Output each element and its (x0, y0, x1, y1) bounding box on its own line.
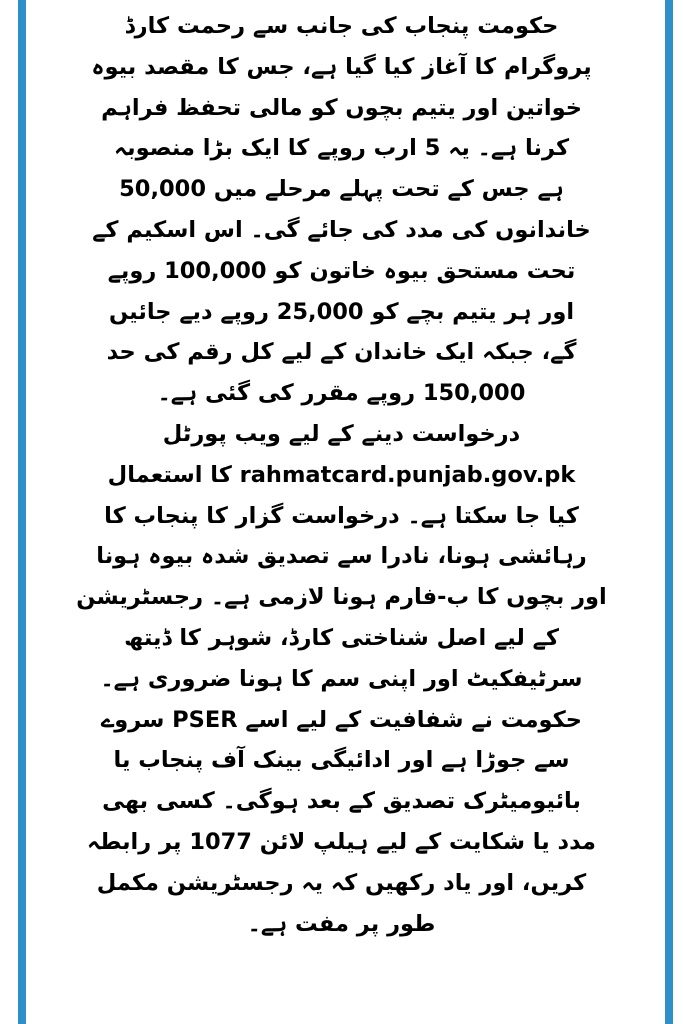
article-line-19: سے جوڑا ہے اور ادائیگی بینک آف پنجاب یا (113, 747, 570, 774)
article-line-3: خواتین اور یتیم بچوں کو مالی تحفظ فراہم (101, 94, 582, 121)
article-line-16: کے لیے اصل شناختی کارڈ، شوہر کا ڈیتھ (124, 624, 559, 651)
article-line-17: سرٹیفکیٹ اور اپنی سم کا ہونا ضروری ہے۔ (100, 665, 583, 692)
article-line-5: ہے جس کے تحت پہلے مرحلے میں 50,000 (119, 176, 564, 203)
article-line-13: کیا جا سکتا ہے۔ درخواست گزار کا پنجاب کا (104, 502, 579, 529)
article-line-11: درخواست دینے کے لیے ویب پورٹل (162, 420, 521, 447)
article-line-23: طور پر مفت ہے۔ (247, 910, 436, 937)
article-line-14: رہائشی ہونا، نادرا سے تصدیق شدہ بیوہ ہونا (96, 543, 587, 570)
article-line-8: اور ہر یتیم بچے کو 25,000 روپے دیے جائیں (108, 298, 575, 325)
article-line-18: حکومت نے شفافیت کے لیے اسے PSER سروے (101, 706, 582, 733)
article-line-12: rahmatcard.punjab.gov.pk کا استعمال (107, 461, 576, 488)
article-line-4: کرنا ہے۔ یہ 5 ارب روپے کا ایک بڑا منصوبہ (113, 135, 570, 162)
article-line-20: بائیومیٹرک تصدیق کے بعد ہوگی۔ کسی بھی (102, 788, 581, 815)
article-line-10: 150,000 روپے مقرر کی گئی ہے۔ (157, 380, 526, 407)
article-line-9: گے، جبکہ ایک خاندان کے لیے کل رقم کی حد (106, 339, 577, 366)
article-line-6: خاندانوں کی مدد کی جائے گی۔ اس اسکیم کے (92, 216, 591, 243)
article-line-2: پروگرام کا آغاز کیا گیا ہے، جس کا مقصد بیوہ (91, 53, 592, 80)
article-line-21: مدد یا شکایت کے لیے ہیلپ لائن 1077 پر رابطہ (87, 828, 596, 855)
article-line-1: حکومت پنجاب کی جانب سے رحمت کارڈ (124, 13, 559, 39)
article-text (30, 6, 653, 944)
article-line-15: اور بچوں کا ب-فارم ہونا لازمی ہے۔ رجسٹریشن (76, 584, 607, 611)
article-line-22: کریں، اور یاد رکھیں کہ یہ رجسٹریشن مکمل (96, 869, 587, 896)
article-line-7: تحت مستحق بیوہ خاتون کو 100,000 روپے (107, 257, 576, 284)
